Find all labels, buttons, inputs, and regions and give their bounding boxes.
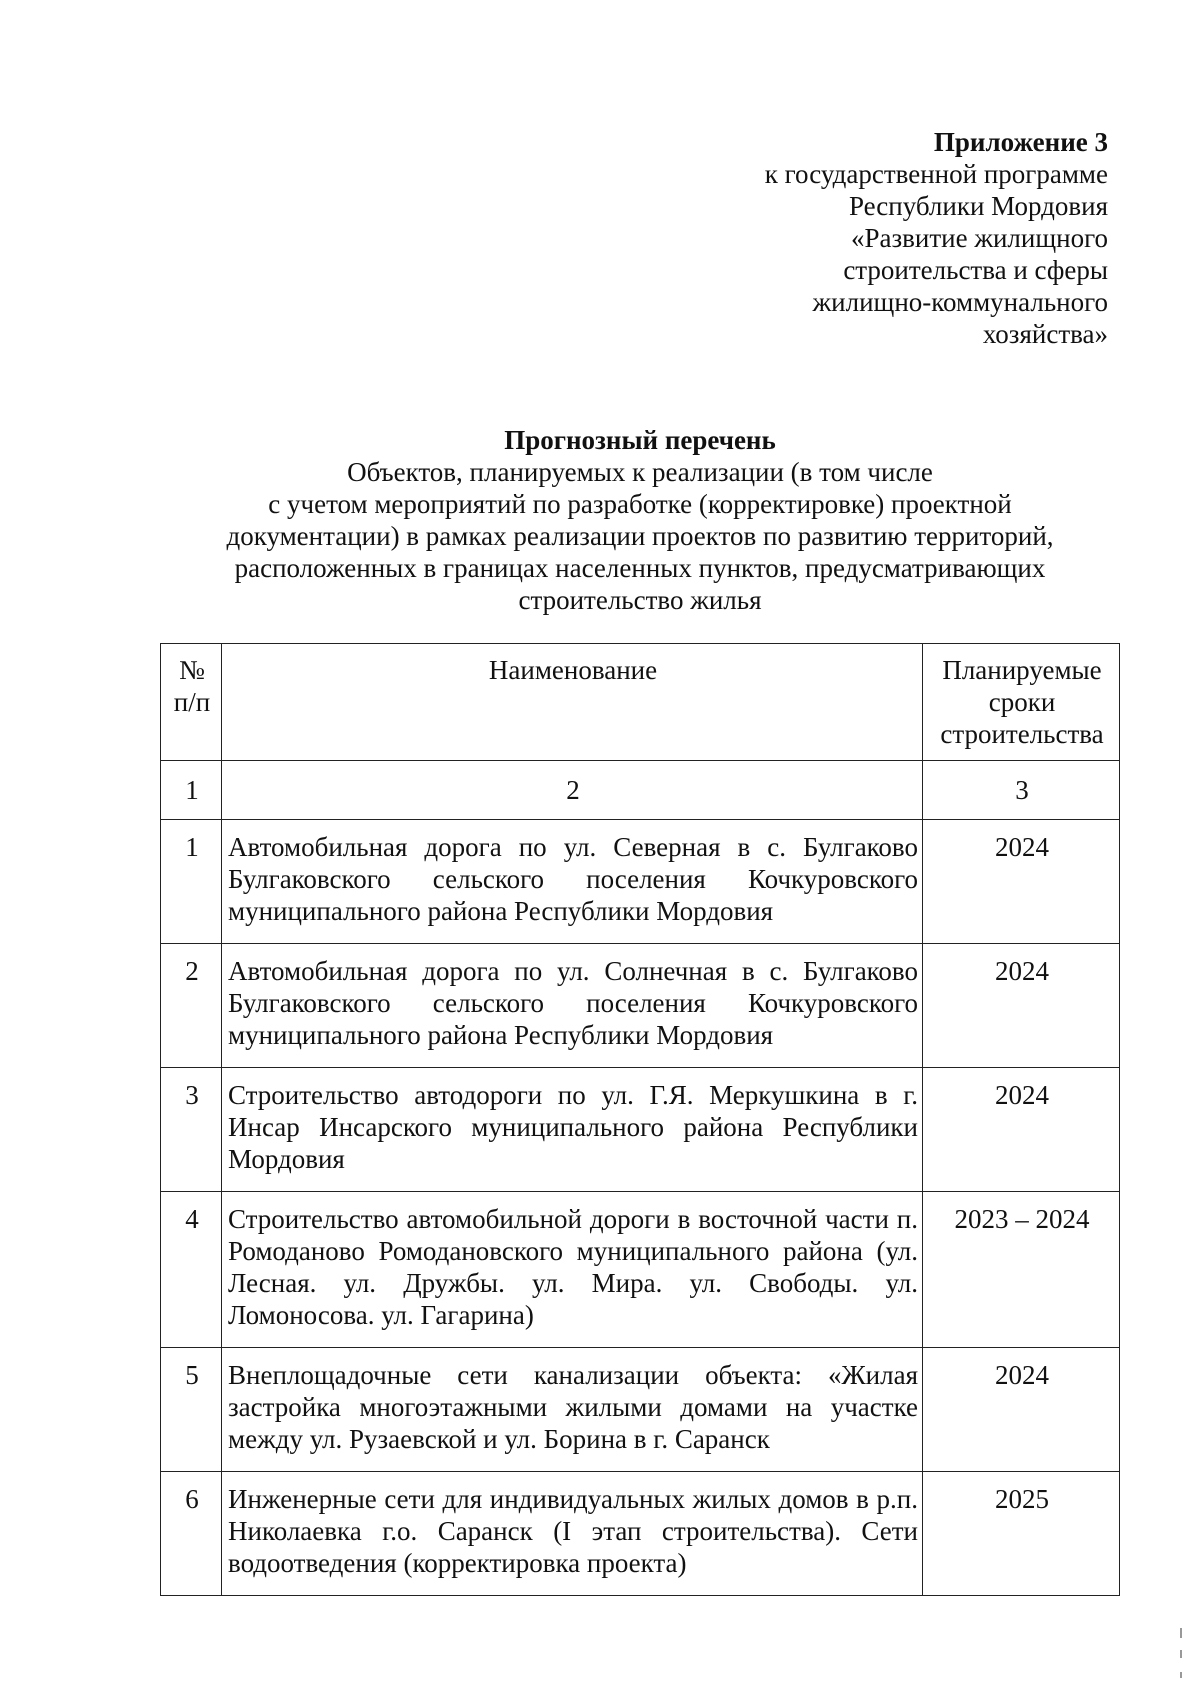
row-term: 2024 — [923, 1348, 1120, 1472]
table-row — [161, 1192, 1120, 1348]
row-name: Инженерные сети для индивидуальных жилых домов в р.п. Николаевка г.о. Саранск (I этап строительства). Сети водоотведения (корректировка проекта) — [222, 1472, 923, 1596]
header-term: Планируемые сроки строительства — [923, 644, 1120, 761]
table-row — [161, 944, 1120, 1068]
appendix-line: Республики Мордовия — [848, 191, 1108, 221]
column-index: 1 — [161, 761, 222, 820]
table-header-row — [161, 644, 1120, 761]
row-term: 2024 — [923, 944, 1120, 1068]
row-name: Строительство автодороги по ул. Г.Я. Меркушкина в г. Инсар Инсарского муниципального района Республики Мордовия — [222, 1068, 923, 1192]
scan-artifact — [1180, 1672, 1182, 1678]
row-term: 2024 — [923, 1068, 1120, 1192]
row-name: Автомобильная дорога по ул. Солнечная в с. Булгаково Булгаковского сельского поселения Кочкуровского муниципального района Республики Мордовия — [222, 944, 923, 1068]
document-subtitle-line: с учетом мероприятий по разработке (корректировке) проектной — [268, 489, 1012, 519]
row-num: 3 — [161, 1068, 222, 1192]
objects-table — [160, 643, 1120, 1596]
column-index-row — [161, 761, 1120, 820]
column-index: 2 — [222, 761, 923, 820]
row-term: 2025 — [923, 1472, 1120, 1596]
appendix-line: «Развитие жилищного — [850, 223, 1108, 253]
document-subtitle-line: расположенных в границах населенных пунктов, предусматривающих — [234, 553, 1046, 583]
row-term: 2024 — [923, 820, 1120, 944]
appendix-line: к государственной программе — [764, 159, 1108, 189]
row-num: 6 — [161, 1472, 222, 1596]
row-name: Внеплощадочные сети канализации объекта: «Жилая застройка многоэтажными жилыми домами на участке между ул. Рузаевской и ул. Борина в г. Саранск — [222, 1348, 923, 1472]
row-num: 2 — [161, 944, 222, 1068]
row-num: 4 — [161, 1192, 222, 1348]
row-term: 2023 – 2024 — [923, 1192, 1120, 1348]
appendix-title: Приложение 3 — [933, 127, 1108, 157]
row-num: 5 — [161, 1348, 222, 1472]
appendix-line: хозяйства» — [982, 319, 1108, 349]
document-subtitle-line: Объектов, планируемых к реализации (в том числе — [347, 457, 933, 487]
table-row — [161, 1348, 1120, 1472]
row-num: 1 — [161, 820, 222, 944]
document-title: Прогнозный перечень — [504, 425, 776, 455]
column-index: 3 — [923, 761, 1120, 820]
row-name: Автомобильная дорога по ул. Северная в с. Булгаково Булгаковского сельского поселения Кочкуровского муниципального района Республики Мордовия — [222, 820, 923, 944]
table-row — [161, 1472, 1120, 1596]
row-name: Строительство автомобильной дороги в восточной части п. Ромоданово Ромодановского муниципального района (ул. Лесная. ул. Дружбы. ул. Мира. ул. Свободы. ул. Ломоносова. ул. Гагарина) — [222, 1192, 923, 1348]
table-row — [161, 820, 1120, 944]
scan-artifact — [1180, 1628, 1182, 1638]
table-row — [161, 1068, 1120, 1192]
appendix-line: строительства и сферы — [843, 255, 1108, 285]
document-subtitle-line: документации) в рамках реализации проектов по развитию территорий, — [226, 521, 1054, 551]
scan-artifact — [1180, 1650, 1182, 1658]
appendix-line: жилищно-коммунального — [812, 287, 1108, 317]
header-name: Наименование — [222, 644, 923, 761]
document-heading — [160, 424, 1120, 616]
document-subtitle-line: строительство жилья — [518, 585, 762, 615]
header-num: № п/п — [161, 644, 222, 761]
appendix-block — [688, 126, 1108, 350]
